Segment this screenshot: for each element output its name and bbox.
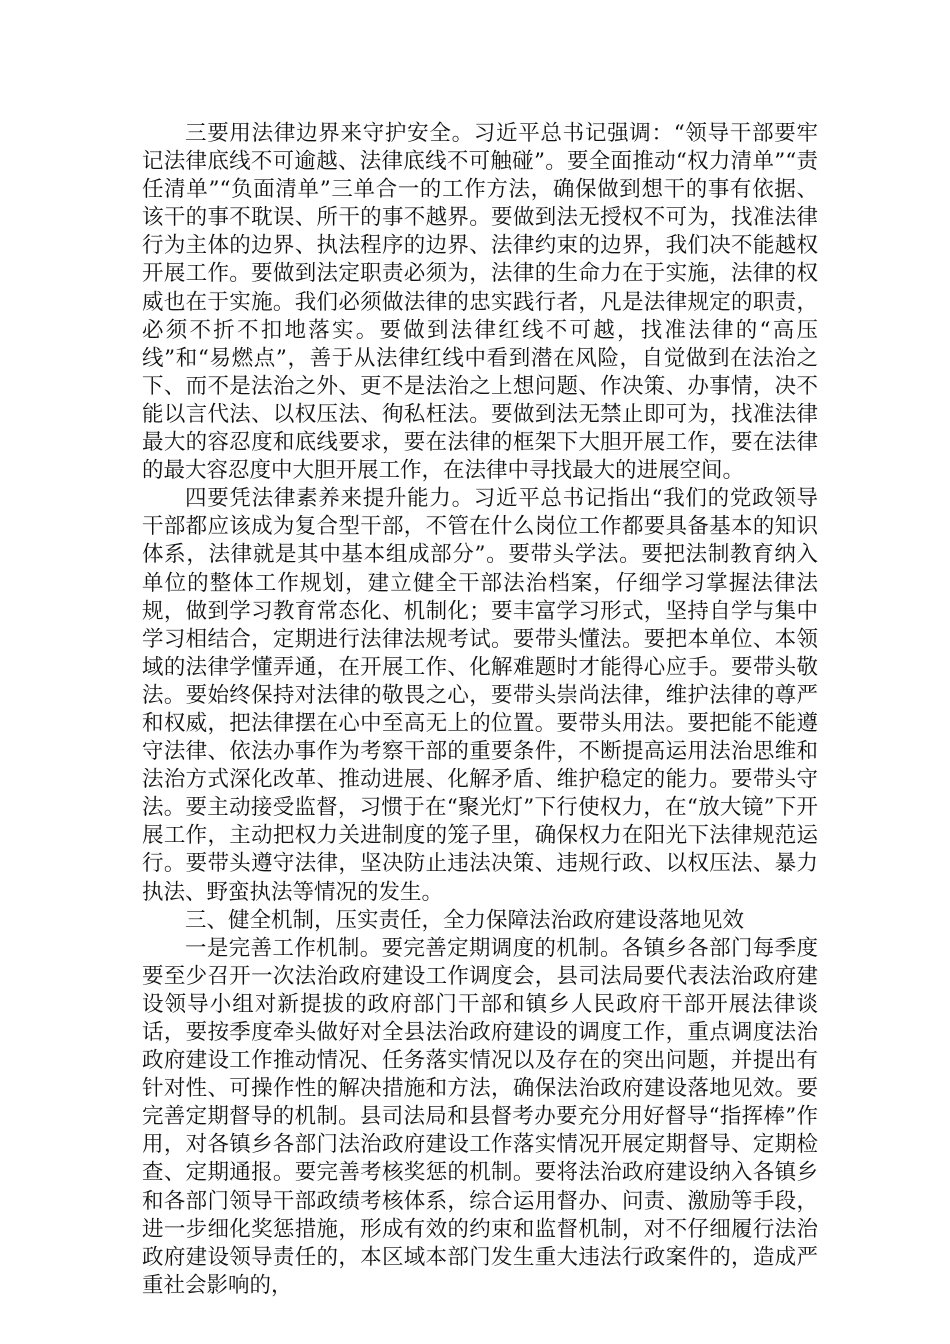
paragraph-work-mechanism: 一是完善工作机制。要完善定期调度的机制。各镇乡各部门每季度要至少召开一次法治政府建设工作调度会，县司法局要代表法治政府建设领导小组对新提拔的政府部门干部和镇乡人民政府干部开展法律谈话，要按季度牵头做好对全县法治政府建设的调度工作，重点调度法治政府建设工作推动情况、任务落实情况以及存在的突出问题，并提出有针对性、可操作性的解决措施和方法，确保法治政府建设落地见效。要完善定期督导的机制。县司法局和县督考办要充分用好督导“指挥棒”作用，对各镇乡各部门法治政府建设工作落实情况开展定期督导、定期检查、定期通报。要完善考核奖惩的机制。要将法治政府建设纳入各镇乡和各部门领导干部政绩考核体系，综合运用督办、问责、激励等手段，进一步细化奖惩措施，形成有效的约束和监督机制，对不仔细履行法治政府建设领导责任的，本区域本部门发生重大违法行政案件的，造成严重社会影响的， [142, 935, 818, 1298]
section-heading: 三、健全机制，压实责任，全力保障法治政府建设落地见效 [185, 907, 745, 933]
document-body [142, 120, 818, 1300]
paragraph-boundaries: 三要用法律边界来守护安全。习近平总书记强调：“领导干部要牢记法律底线不可逾越、法律底线不可触碰”。要全面推动“权力清单”“责任清单”“负面清单”三单合一的工作方法，确保做到想干的事有依据、该干的事不耽误、所干的事不越界。要做到法无授权不可为，找准法律行为主体的边界、执法程序的边界、法律约束的边界，我们决不能越权开展工作。要做到法定职责必须为，法律的生命力在于实施，法律的权威也在于实施。我们必须做法律的忠实践行者，凡是法律规定的职责，必须不折不扣地落实。要做到法律红线不可越，找准法律的“高压线”和“易燃点”，善于从法律红线中看到潜在风险，自觉做到在法治之下、而不是法治之外、更不是法治之上想问题、作决策、办事情，决不能以言代法、以权压法、徇私枉法。要做到法无禁止即可为，找准法律最大的容忍度和底线要求，要在法律的框架下大胆开展工作，要在法律的最大容忍度中大胆开展工作，在法律中寻找最大的进展空间。 [142, 121, 818, 484]
paragraph-legal-literacy: 四要凭法律素养来提升能力。习近平总书记指出“我们的党政领导干部都应该成为复合型干部，不管在什么岗位工作都要具备基本的知识体系，法律就是其中基本组成部分”。要带头学法。要把法制教育纳入单位的整体工作规划，建立健全干部法治档案，仔细学习掌握法律法规，做到学习教育常态化、机制化；要丰富学习形式，坚持自学与集中学习相结合，定期进行法律法规考试。要带头懂法。要把本单位、本领域的法律学懂弄通，在开展工作、化解难题时才能得心应手。要带头敬法。要始终保持对法律的敬畏之心，要带头崇尚法律，维护法律的尊严和权威，把法律摆在心中至高无上的位置。要带头用法。要把能不能遵守法律、依法办事作为考察干部的重要条件，不断提高运用法治思维和法治方式深化改革、推动进展、化解矛盾、维护稳定的能力。要带头守法。要主动接受监督，习惯于在“聚光灯”下行使权力，在“放大镜”下开展工作，主动把权力关进制度的笼子里，确保权力在阳光下法律规范运行。要带头遵守法律，坚决防止违法决策、违规行政、以权压法、暴力执法、野蛮执法等情况的发生。 [142, 486, 818, 905]
